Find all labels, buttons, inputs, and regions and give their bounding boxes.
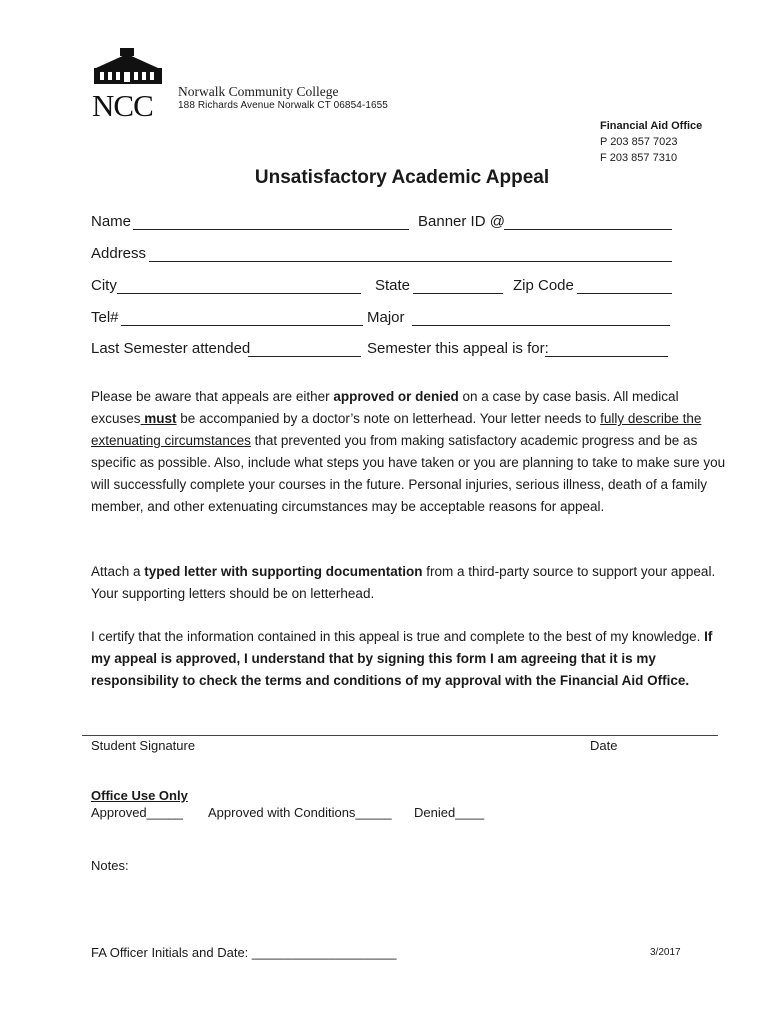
approved-conditions-field[interactable]: Approved with Conditions_____ — [208, 805, 392, 820]
office-name: Financial Aid Office — [600, 120, 703, 132]
state-label: State — [375, 277, 411, 294]
banner-id-label: Banner ID @ — [418, 213, 505, 230]
office-use-heading: Office Use Only — [91, 788, 188, 803]
major-field[interactable] — [412, 325, 670, 326]
certification-paragraph: I certify that the information contained in this appeal is true and complete to the best of my knowledge. If my appeal is approved, I understand that by signing this form I am agreeing that it is my responsibility to check the terms and conditions of my approval with the Financial Aid Office. — [91, 629, 713, 688]
notes-label: Notes: — [91, 858, 129, 873]
name-field[interactable] — [133, 229, 409, 230]
major-label: Major — [367, 309, 405, 326]
tel-label: Tel# — [91, 309, 119, 326]
denied-field[interactable]: Denied____ — [414, 805, 485, 820]
last-semester-label: Last Semester attended — [91, 340, 251, 357]
college-address: 188 Richards Avenue Norwalk CT 06854-1655 — [178, 100, 388, 111]
city-field[interactable] — [117, 293, 361, 294]
address-label: Address — [91, 245, 147, 262]
logo-text: NCC — [92, 88, 153, 118]
form-title: Unsatisfactory Academic Appeal — [254, 167, 550, 188]
approved-field[interactable]: Approved_____ — [91, 805, 183, 820]
state-field[interactable] — [413, 293, 503, 294]
name-label: Name — [91, 213, 132, 230]
officer-initials-field[interactable]: FA Officer Initials and Date: ____________________ — [91, 945, 397, 960]
student-signature-label: Student Signature — [91, 738, 196, 753]
signature-line[interactable] — [82, 735, 718, 736]
appeal-instructions-paragraph: Please be aware that appeals are either approved or denied on a case by case basis. All medical excuses must be accompanied by a doctor’s note on letterhead. Your letter needs to fully describe the extenuating circumstances that prevented you from making satisfactory academic progress and be as specific as possible. Also, include what steps you have taken or you are planning to take to make sure you will successfully complete your courses in the future. Personal injuries, serious illness, death of a family member, and other extenuating circumstances may be acceptable reasons for appeal. — [91, 389, 726, 514]
college-name: Norwalk Community College — [178, 84, 339, 99]
revision-date: 3/2017 — [650, 947, 681, 958]
office-fax: F 203 857 7310 — [600, 152, 678, 164]
city-label: City — [91, 277, 117, 294]
last-semester-field[interactable] — [248, 356, 361, 357]
appeal-semester-label: Semester this appeal is for: — [367, 340, 549, 357]
college-logo — [90, 48, 170, 118]
zip-field[interactable] — [577, 293, 672, 294]
address-field[interactable] — [149, 261, 672, 262]
tel-field[interactable] — [121, 325, 363, 326]
zip-label: Zip Code — [513, 277, 574, 294]
banner-id-field[interactable] — [504, 229, 672, 230]
date-label: Date — [590, 738, 618, 753]
office-phone: P 203 857 7023 — [600, 136, 678, 148]
attachment-instructions-paragraph: Attach a typed letter with supporting documentation from a third-party source to support your appeal. Your supporting letters should be on letterhead. — [91, 564, 716, 601]
appeal-semester-field[interactable] — [545, 356, 668, 357]
